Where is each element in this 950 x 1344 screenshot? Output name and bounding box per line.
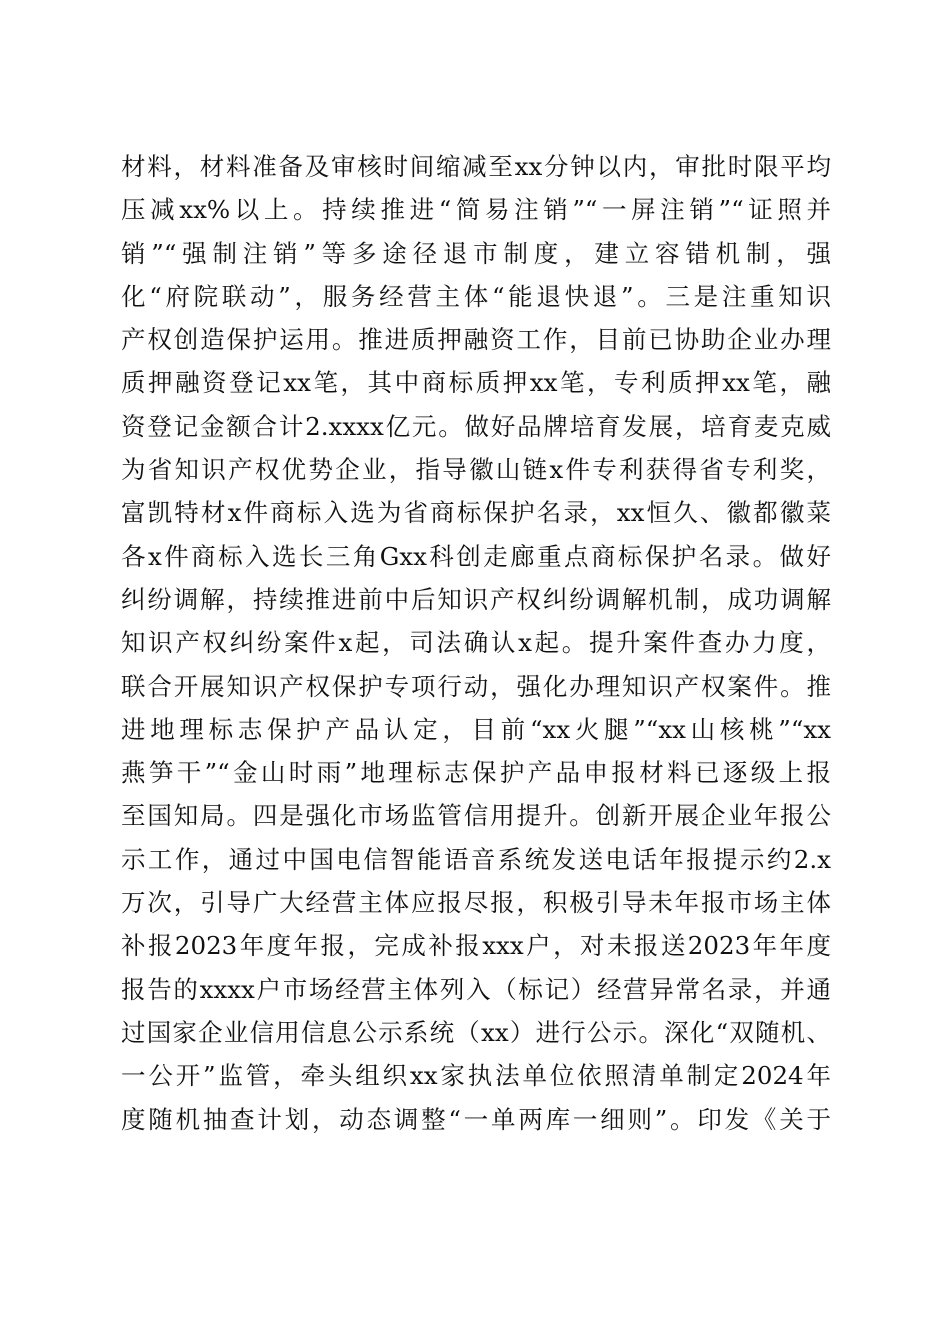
text-line-11: 纠纷调解，持续推进前中后知识产权纠纷调解机制，成功调解	[121, 584, 831, 614]
text-line-6: 质押融资登记xx笔，其中商标质押xx笔，专利质押xx笔，融	[121, 368, 831, 398]
text-line-15: 燕笋干”“金山时雨”地理标志保护产品申报材料已逐级上报	[121, 758, 831, 788]
text-line-7: 资登记金额合计2.xxxx亿元。做好品牌培育发展，培育麦克威	[121, 411, 831, 441]
text-line-17: 示工作，通过中国电信智能语音系统发送电话年报提示约2.x	[121, 844, 831, 874]
text-line-1: 材料，材料准备及审核时间缩减至xx分钟以内，审批时限平均	[121, 152, 831, 181]
text-line-16: 至国知局。四是强化市场监管信用提升。创新开展企业年报公	[121, 801, 831, 831]
text-line-4: 化“府院联动”，服务经营主体“能退快退”。三是注重知识	[121, 281, 831, 311]
text-line-8: 为省知识产权优势企业，指导徽山链x件专利获得省专利奖，	[121, 455, 831, 485]
text-line-10: 各x件商标入选长三角Gxx科创走廊重点商标保护名录。做好	[121, 541, 831, 571]
body-paragraph	[121, 145, 831, 1141]
text-line-5: 产权创造保护运用。推进质押融资工作，目前已协助企业办理	[121, 325, 831, 355]
text-line-3: 销”“强制注销”等多途径退市制度，建立容错机制，强	[121, 238, 831, 268]
text-line-21: 过国家企业信用信息公示系统（xx）进行公示。深化“双随机、	[121, 1017, 831, 1047]
text-line-14: 进地理标志保护产品认定，目前“xx火腿”“xx山核桃”“xx	[121, 714, 831, 744]
text-line-18: 万次，引导广大经营主体应报尽报，积极引导未年报市场主体	[121, 888, 831, 918]
text-line-13: 联合开展知识产权保护专项行动，强化办理知识产权案件。推	[121, 671, 831, 701]
text-line-22: 一公开”监管，牵头组织xx家执法单位依照清单制定2024年	[121, 1061, 831, 1091]
text-line-12: 知识产权纠纷案件x起，司法确认x起。提升案件查办力度，	[121, 628, 831, 658]
text-line-20: 报告的xxxx户市场经营主体列入（标记）经营异常名录，并通	[121, 974, 831, 1004]
text-line-2: 压减xx%以上。持续推进“简易注销”“一屏注销”“证照并	[121, 195, 831, 225]
text-line-23: 度随机抽查计划，动态调整“一单两库一细则”。印发《关于	[121, 1104, 831, 1134]
text-line-9: 富凯特材x件商标入选为省商标保护名录，xx恒久、徽都徽菜	[121, 498, 831, 528]
text-line-19: 补报2023年度年报，完成补报xxx户，对未报送2023年年度	[121, 931, 831, 961]
